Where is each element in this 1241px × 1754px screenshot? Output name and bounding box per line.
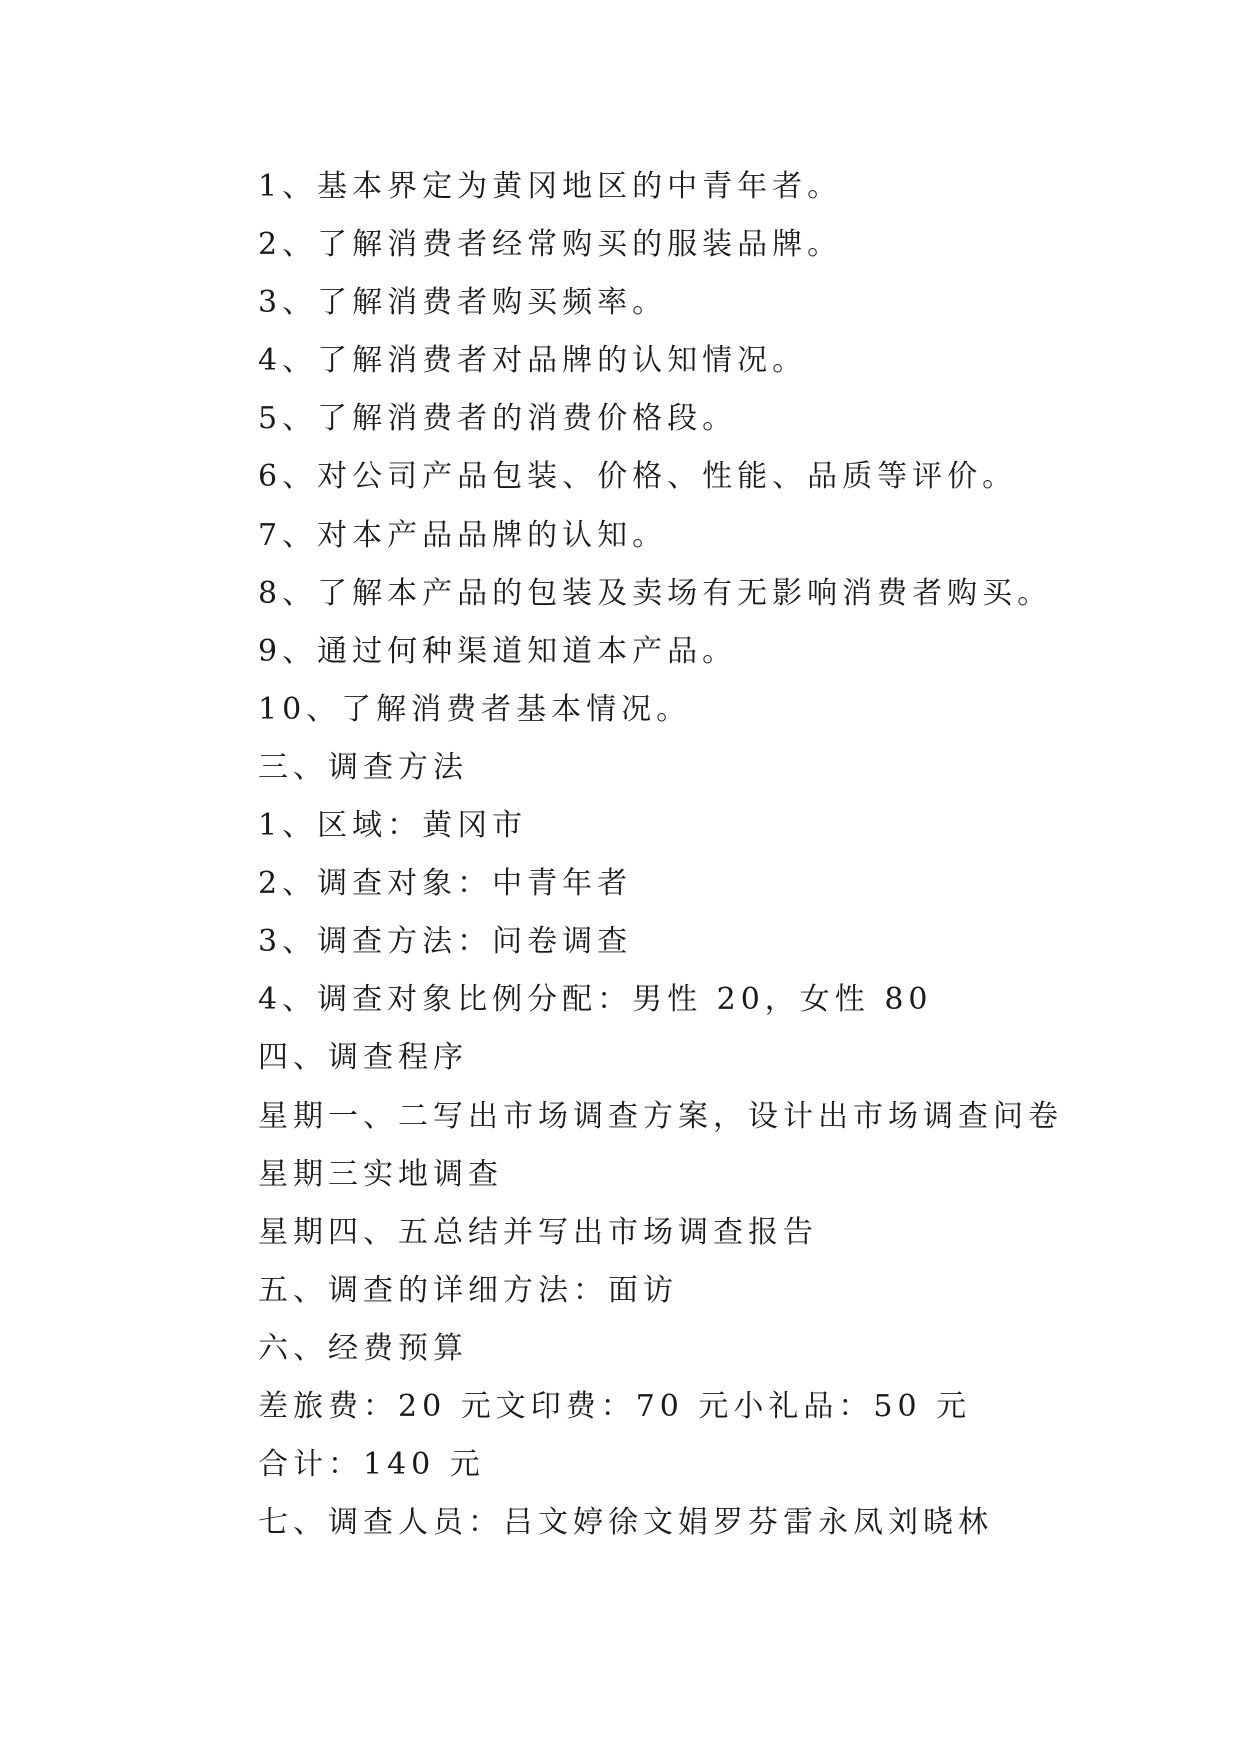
list-item-1: 1、基本界定为黄冈地区的中青年者。: [258, 169, 843, 204]
list-item-4: 4、了解消费者对品牌的认知情况。: [258, 343, 808, 379]
section-heading-detailed-method: 五、调查的详细方法：面访: [258, 1272, 678, 1308]
section-heading-personnel: 七、调查人员：吕文婷徐文娟罗芬雷永凤刘晓林: [258, 1505, 993, 1541]
method-item-ratio: 4、调查对象比例分配：男性 20，女性 80: [258, 982, 933, 1018]
section-heading-budget: 六、经费预算: [258, 1330, 468, 1366]
section-heading-survey-method: 三、调查方法: [258, 749, 468, 785]
list-item-9: 9、通过何种渠道知道本产品。: [258, 633, 738, 669]
budget-total: 合计：140 元: [258, 1447, 485, 1483]
procedure-item-wed: 星期三实地调查: [258, 1156, 503, 1192]
method-item-subjects: 2、调查对象：中青年者: [258, 866, 633, 902]
list-item-3: 3、了解消费者购买频率。: [258, 285, 668, 321]
list-item-5: 5、了解消费者的消费价格段。: [258, 401, 738, 437]
procedure-item-thu-fri: 星期四、五总结并写出市场调查报告: [258, 1214, 818, 1250]
procedure-item-mon-tue: 星期一、二写出市场调查方案，设计出市场调查问卷: [258, 1098, 1063, 1134]
section-heading-survey-procedure: 四、调查程序: [258, 1040, 468, 1076]
document-body: [258, 158, 1063, 1552]
list-item-10: 10、了解消费者基本情况。: [258, 691, 692, 727]
list-item-8: 8、了解本产品的包装及卖场有无影响消费者购买。: [258, 575, 1053, 611]
budget-items: 差旅费：20 元文印费：70 元小礼品：50 元: [258, 1388, 972, 1424]
method-item-method: 3、调查方法：问卷调查: [258, 924, 633, 960]
list-item-6: 6、对公司产品包装、价格、性能、品质等评价。: [258, 459, 1018, 495]
list-item-2: 2、了解消费者经常购买的服装品牌。: [258, 227, 843, 263]
method-item-region: 1、区域：黄冈市: [258, 808, 528, 844]
list-item-7: 7、对本产品品牌的认知。: [258, 517, 668, 553]
